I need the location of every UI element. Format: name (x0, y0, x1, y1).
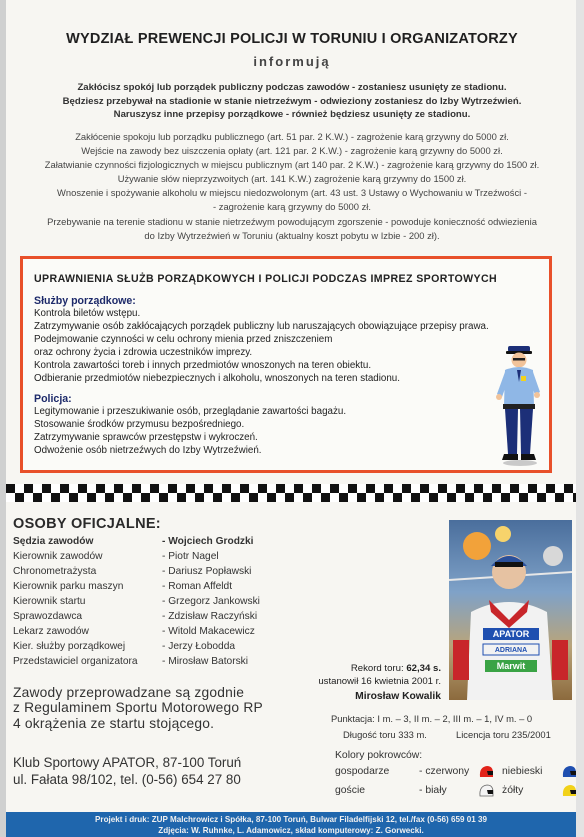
steward-item: Kontrola zawartości toreb i innych przedmiotów wnoszonych na teren obiektu. (34, 360, 372, 371)
official-role: Sędzia zawodów (13, 536, 94, 547)
regulations-line: 4 okrążenia ze startu stojącego. (13, 715, 215, 731)
official-name: - Wojciech Grodzki (162, 536, 254, 547)
fine-line: Przebywanie na terenie stadionu w stanie nietrzeźwym powodującym zgorszenie - powoduje konieczność odwiezienia (47, 215, 537, 227)
powers-box-title: UPRAWNIENIA SŁUŻB PORZĄDKOWYCH I POLICJI PODCZAS IMPREZ SPORTOWYCH (34, 273, 498, 285)
official-name: - Piotr Nagel (162, 551, 219, 562)
print-credits-footer (6, 812, 576, 837)
track-licence: Licencja toru 235/2001 (456, 729, 551, 740)
footer-line: Zdjęcia: W. Ruhnke, L. Adamowicz, skład komputerowy: Z. Gorwecki. (158, 826, 424, 835)
police-item: Odwożenie osób nietrzeźwych do Izby Wytrzeźwień. (34, 445, 262, 456)
home-label: gospodarze (335, 766, 390, 777)
official-name: - Mirosław Batorski (162, 656, 249, 667)
regulations-note (13, 685, 263, 731)
blue-helmet-icon (561, 765, 577, 779)
page-title: WYDZIAŁ PREWENCJI POLICJI W TORUNIU I ORGANIZATORZY (66, 31, 518, 47)
official-name: - Witold Makacewicz (162, 626, 255, 637)
rider-photo (449, 520, 572, 700)
official-role: Kier. służby porządkowej (13, 641, 126, 652)
intro-line: Będziesz przebywał na stadionie w stanie nietrzeźwym - odwieziony zostaniesz do Izby Wytrzeźwień. (62, 95, 522, 107)
official-role: Przedstawiciel organizatora (13, 656, 138, 667)
helmet-colors-heading-line: Kolory pokrowców: (335, 750, 423, 761)
away-label: goście (335, 785, 366, 796)
official-name: - Zdzisław Raczyński (162, 611, 258, 622)
policeman-illustration (494, 342, 544, 467)
official-name: - Grzegorz Jankowski (162, 596, 260, 607)
red-helmet-icon (478, 765, 494, 779)
steward-item: Zatrzymywanie osób zakłócających porządek publiczny lub naruszających obowiązujące przepisy prawa. (34, 321, 489, 332)
regulations-line: Zawody przeprowadzane są zgodnie (13, 685, 245, 700)
checkered-divider (6, 484, 576, 502)
home-color-2: niebieski (502, 766, 543, 777)
away-colors-row (335, 785, 524, 796)
fine-line: - zagrożenie karą grzywny do 5000 zł. (213, 201, 371, 213)
club-line: Klub Sportowy APATOR, 87-100 Toruń (13, 755, 242, 770)
fines-list (10, 130, 574, 243)
club-line: ul. Fałata 98/102, tel. (0-56) 654 27 80 (13, 772, 241, 787)
track-record (318, 662, 441, 703)
steward-item: Kontrola biletów wstępu. (34, 308, 141, 319)
home-colors-row (335, 766, 543, 777)
police-item: Zatrzymywanie sprawców przestępstw i wykroczeń. (34, 432, 258, 443)
sponsor-adriana: ADRIANA (494, 647, 528, 654)
white-helmet-icon (478, 784, 494, 798)
helmet-colors-heading (335, 749, 422, 762)
away-color-2: żółty (502, 785, 524, 796)
rider-photo-art (449, 520, 572, 700)
official-name: - Jerzy Łobodda (162, 641, 236, 652)
official-role: Kierownik zawodów (13, 551, 103, 562)
intro-line: Naruszysz inne przepisy porządkowe - również będziesz usunięty ze stadionu. (113, 109, 471, 120)
footer-line: Projekt i druk: ZUP Malchrowicz i Spółka, 87-100 Toruń, Bulwar Filadelfijski 12, tel./fax (0-56) 659 01 39 (95, 815, 487, 824)
away-color-1: - biały (419, 785, 447, 796)
official-role: Lekarz zawodów (13, 626, 89, 637)
record-date: ustanowił 16 kwietnia 2001 r. (318, 676, 441, 687)
official-role: Kierownik startu (13, 596, 86, 607)
fine-line: Wejście na zawody bez uiszczenia opłaty (art. 121 par. 2 K.W.) - zagrożenie karą grzywny do 5000 zł. (81, 145, 503, 157)
fine-line: Zakłócenie spokoju lub porządku publicznego (art. 51 par. 2 K.W.) - zagrożenie karą grzywny do 5000 zł. (75, 131, 509, 142)
fine-line: Wnoszenie i spożywanie alkoholu w miejscu niedozwolonym (art. 43 ust. 3 Ustawy o Wychowaniu w Trzeźwości - (57, 187, 527, 199)
police-item: Legitymowanie i przeszukiwanie osób, przeglądanie zawartości bagażu. (34, 406, 347, 417)
police-heading: Policja: (34, 393, 72, 405)
record-value: 62,34 s. (406, 663, 441, 674)
club-address (13, 754, 241, 788)
official-role: Sprawozdawca (13, 611, 83, 622)
official-role: Chronometrażysta (13, 566, 97, 577)
home-color-1: - czerwony (419, 766, 470, 777)
record-holder: Mirosław Kowalik (355, 691, 441, 702)
record-line (318, 662, 441, 675)
fine-line: Używanie słów nieprzyzwoitych (art. 141 K.W.) zagrożenie karą grzywny do 1500 zł. (117, 173, 467, 185)
page-edge-left (0, 0, 6, 837)
page-subtitle: informują (253, 54, 331, 69)
police-item: Stosowanie środków przymusu bezpośredniego. (34, 419, 245, 430)
yellow-helmet-icon (561, 784, 577, 798)
page-edge-right (576, 0, 584, 837)
stewards-heading: Służby porządkowe: (34, 295, 136, 307)
official-role: Kierownik parku maszyn (13, 581, 124, 592)
fine-line: Załatwianie czynności fizjologicznych w miejscu publicznym (art 140 par. 2 K.W.) - zagrożenie karą grzywny do 1500 zł. (44, 159, 540, 171)
regulations-line: z Regulaminem Sportu Motorowego RP (13, 700, 263, 716)
fine-line: do Izby Wytrzeźwień w Toruniu (aktualny koszt pobytu w Izbie - 200 zł). (144, 229, 440, 241)
points-scheme: Punktacja: I m. – 3, II m. – 2, III m. – 1, IV m. – 0 (331, 713, 533, 724)
steward-item: Odbieranie przedmiotów niebezpiecznych i alkoholu, wnoszonych na teren stadionu. (34, 373, 400, 384)
powers-box (20, 256, 552, 473)
sponsor-apator: APATOR (492, 629, 530, 639)
steward-item: Podejmowanie czynności w celu ochrony mienia przed zniszczeniem (34, 334, 333, 345)
track-length: Długość toru 333 m. (343, 729, 427, 740)
official-name: - Roman Affeldt (162, 581, 233, 592)
officials-heading: OSOBY OFICJALNE: (13, 516, 161, 532)
record-label: Rekord toru: (350, 663, 404, 674)
official-name: - Dariusz Popławski (162, 566, 252, 577)
intro-warnings (10, 81, 574, 122)
sponsor-marwit: Marwit (496, 661, 526, 671)
intro-line: Zakłócisz spokój lub porządek publiczny podczas zawodów - zostaniesz usunięty ze stadionu. (77, 82, 507, 93)
steward-item: oraz ochrony życia i zdrowia uczestników imprezy. (34, 347, 253, 358)
